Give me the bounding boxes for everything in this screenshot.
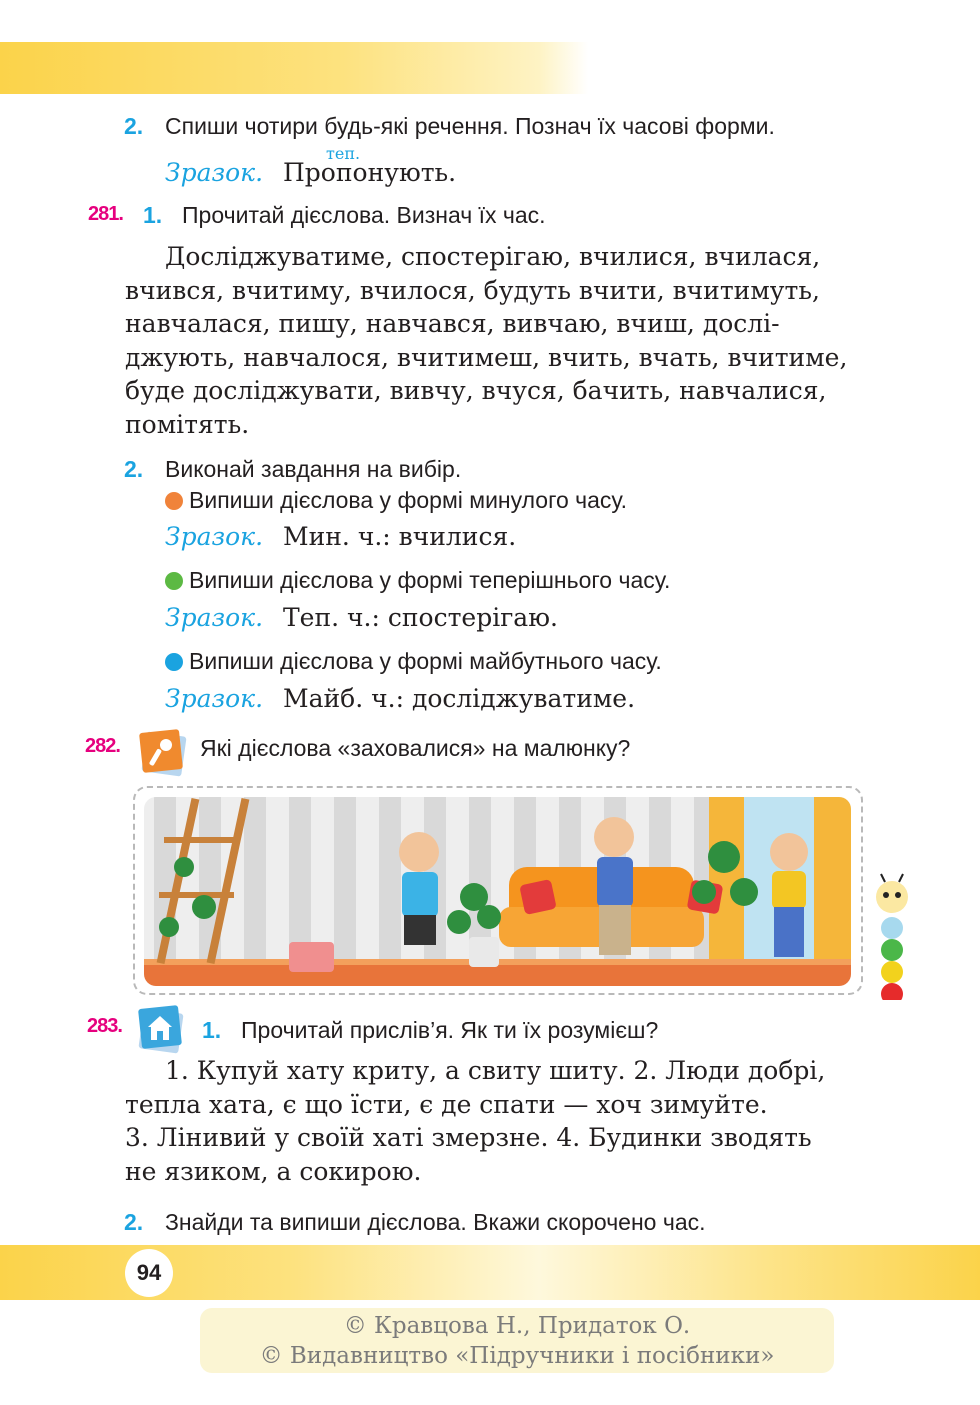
- house-icon: [136, 1003, 188, 1055]
- caterpillar-icon: [872, 872, 912, 1000]
- option-past: [165, 487, 627, 514]
- exercise-282-text: Які дієслова «заховалися» на малюнку?: [200, 735, 631, 761]
- sample-label: Зразок.: [165, 684, 264, 713]
- orange-dot-icon: [165, 492, 183, 510]
- copyright-authors: © Кравцова Н., Придаток О.: [343, 1313, 691, 1339]
- option-text: Випиши дієслова у формі теперішнього часу.: [189, 567, 671, 593]
- sample-label: Зразок.: [165, 158, 264, 187]
- option-future: [165, 648, 662, 675]
- tense-annotation: теп.: [326, 144, 361, 163]
- task-number: 2.: [124, 456, 144, 482]
- task-number: 1.: [202, 1017, 222, 1043]
- task-number: 2.: [124, 1209, 144, 1235]
- task-text: Виконай завдання на вибір.: [165, 456, 462, 482]
- copyright-box: [200, 1308, 834, 1373]
- proverb-line: 3. Лінивий у своїй хаті змерзне. 4. Будинки зводять: [125, 1123, 812, 1152]
- task-text: Прочитай дієслова. Визнач їх час.: [182, 202, 546, 228]
- exercise-number-281: 281.: [88, 203, 123, 225]
- copyright-publisher: © Видавництво «Підручники і посібники»: [259, 1343, 775, 1369]
- microphone-icon: [138, 728, 188, 778]
- proverb-line: не язиком, а сокирою.: [125, 1156, 422, 1186]
- verbs-line: джують, навчалося, вчитимеш, вчить, вчать, вчитиме,: [125, 342, 848, 372]
- sample-text: Теп. ч.: спостерігаю.: [283, 603, 558, 632]
- option-present: [165, 567, 670, 594]
- verbs-line: навчалася, пишу, навчався, вивчаю, вчиш, дослі-: [125, 309, 780, 338]
- exercise-number-282: 282.: [85, 735, 120, 757]
- sample-text: Майб. ч.: досліджуватиме.: [283, 684, 636, 713]
- task-text: Прочитай прислів’я. Як ти їх розумієш?: [241, 1017, 659, 1043]
- green-dot-icon: [165, 572, 183, 590]
- top-decorative-band: [0, 42, 980, 94]
- task-text: Знайди та випиши дієслова. Вкажи скорочено час.: [165, 1209, 706, 1235]
- sample-label: Зразок.: [165, 522, 264, 551]
- verbs-list: [125, 240, 907, 441]
- blue-dot-icon: [165, 653, 183, 671]
- task-text: Спиши чотири будь-які речення. Познач їх часові форми.: [165, 113, 775, 139]
- sample-label: Зразок.: [165, 603, 264, 632]
- verbs-line: вчився, вчитиму, вчилося, будуть вчити, вчитимуть,: [125, 275, 820, 305]
- option-text: Випиши дієслова у формі майбутнього часу.: [189, 648, 662, 674]
- option-text: Випиши дієслова у формі минулого часу.: [189, 487, 628, 513]
- proverb-line: 1. Купуй хату криту, а свиту шиту. 2. Люди добрі,: [165, 1056, 826, 1085]
- task-number: 2.: [124, 113, 144, 139]
- room-illustration: [144, 797, 851, 986]
- sample-text: Мин. ч.: вчилися.: [283, 522, 517, 551]
- sample-word: Пропонують.: [283, 158, 457, 187]
- proverb-line: тепла хата, є що їсти, є де спати — хоч зимуйте.: [125, 1089, 768, 1119]
- verbs-line: буде досліджувати, вивчу, вчуся, бачить, навчалися,: [125, 376, 827, 405]
- exercise-number-283: 283.: [87, 1015, 122, 1037]
- task-number: 1.: [143, 202, 163, 228]
- page-number: 94: [125, 1249, 173, 1297]
- proverbs-text: [125, 1054, 907, 1188]
- verbs-line: помітять.: [125, 409, 250, 439]
- verbs-line: Досліджуватиме, спостерігаю, вчилися, вчилася,: [165, 242, 821, 271]
